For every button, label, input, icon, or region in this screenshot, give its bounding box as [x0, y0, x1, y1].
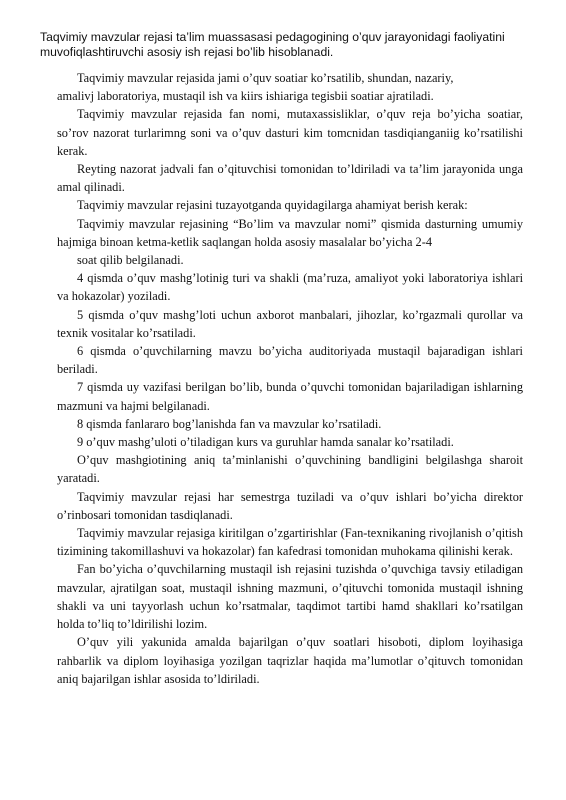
- paragraph: 4 qismda o’quv mashg’lotinig turi va shakli (ma’ruza, amaliyot yoki laboratoriya ishlari va hokazolar) yoziladi.: [57, 271, 523, 304]
- paragraph: 9 o’quv mashg’uloti o’tiladigan kurs va guruhlar hamda sanalar ko’rsatiladi.: [77, 435, 454, 450]
- paragraph: Taqvimiy mavzular rejasida jami o’quv soatiar ko’rsatilib, shundan, nazariy,: [77, 71, 454, 85]
- paragraph: 6 qismda o’quvchilarning mavzu bo’yicha auditoriyada mustaqil bajaradigan ishlari beriladi.: [57, 344, 523, 377]
- page-header: Taqvimiy mavzular rejasi ta’lim muassasasi pedagogining o’quv jarayonidagi faoliyatini muvofiqlashtiruvchi asosiy ish rejasi bo’lib hisoblanadi.: [40, 30, 505, 59]
- paragraph: Taqvimiy mavzular rejasini tuzayotganda quyidagilarga ahamiyat berish kerak:: [77, 198, 468, 213]
- document-body: [57, 69, 523, 688]
- paragraph: Taqvimiy mavzular rejasida fan nomi, mutaxassisliklar, o’quv reja bo’yicha soatiar, so’rov nazorat turlarimng soni va o’quv dasturi kim tomcnidan tasdiqianganiig ko’rsatilishi kerak.: [57, 107, 523, 158]
- paragraph: soat qilib belgilanadi.: [77, 253, 184, 268]
- paragraph: O’quv mashgiotining aniq ta’minlanishi o’quvchining bandligini belgilashga sharoit yaratadi.: [57, 453, 523, 486]
- paragraph: O’quv yili yakunida amalda bajarilgan o’quv soatlari hisoboti, diplom loyihasiga rahbarlik va diplom loyihasiga yozilgan taqrizlar haqida ma’lumotlar o’qituvch tomonidan aniq bajarilgan ishlar asosida to’ldiriladi.: [57, 635, 523, 686]
- paragraph: 5 qismda o’quv mashg’loti uchun axborot manbalari, jihozlar, ko’rgazmali qurollar va texnik vositalar ko’rsatiladi.: [57, 307, 523, 340]
- paragraph: Reyting nazorat jadvali fan o’qituvchisi tomonidan to’ldiriladi va ta’lim jarayonida unga amal qilinadi.: [57, 162, 523, 195]
- paragraph: Taqvimiy mavzular rejasi har semestrga tuziladi va o’quv ishlari bo’yicha direktor o’rinbosari tomonidan tasdiqlanadi.: [57, 489, 523, 522]
- paragraph: Taqvimiy mavzular rejasiga kiritilgan o’zgartirishlar (Fan-texnikaning rivojlanish o’qitish tizimining takomillashuvi va hokazolar) fan kafedrasi tomonidan muhokama qilinishi kerak.: [57, 526, 523, 559]
- paragraph: 7 qismda uy vazifasi berilgan bo’lib, bunda o’quvchi tomonidan bajariladigan ishlarning mazmuni va hajmi belgilanadi.: [57, 380, 523, 413]
- paragraph: 8 qismda fanlararo bog’lanishda fan va mavzular ko’rsatiladi.: [77, 416, 382, 431]
- paragraph: amalivj laboratoriya, mustaqil ish va kiirs ishiariga tegisbii soatiar ajratiladi.: [57, 89, 434, 104]
- paragraph: Taqvimiy mavzular rejasining “Bo’lim va mavzular nomi” qismida dasturning umumiy hajmiga binoan ketma-ketlik saqlangan holda asosiy masalalar bo’yicha 2-4: [57, 216, 523, 249]
- paragraph: Fan bo’yicha o’quvchilarning mustaqil ish rejasini tuzishda o’quvchiga tavsiy etiladigan mavzular, ajratilgan soat, mustaqil ishning mazmuni, o’qituvchi tomonida mustaqil ishning shakli va uni tayyorlash uchun ko’rsatmalar, taqdimot tartibi hamd shakllari ko’rsatilgan holda to’liq to’ldirilishi lozim.: [57, 562, 523, 632]
